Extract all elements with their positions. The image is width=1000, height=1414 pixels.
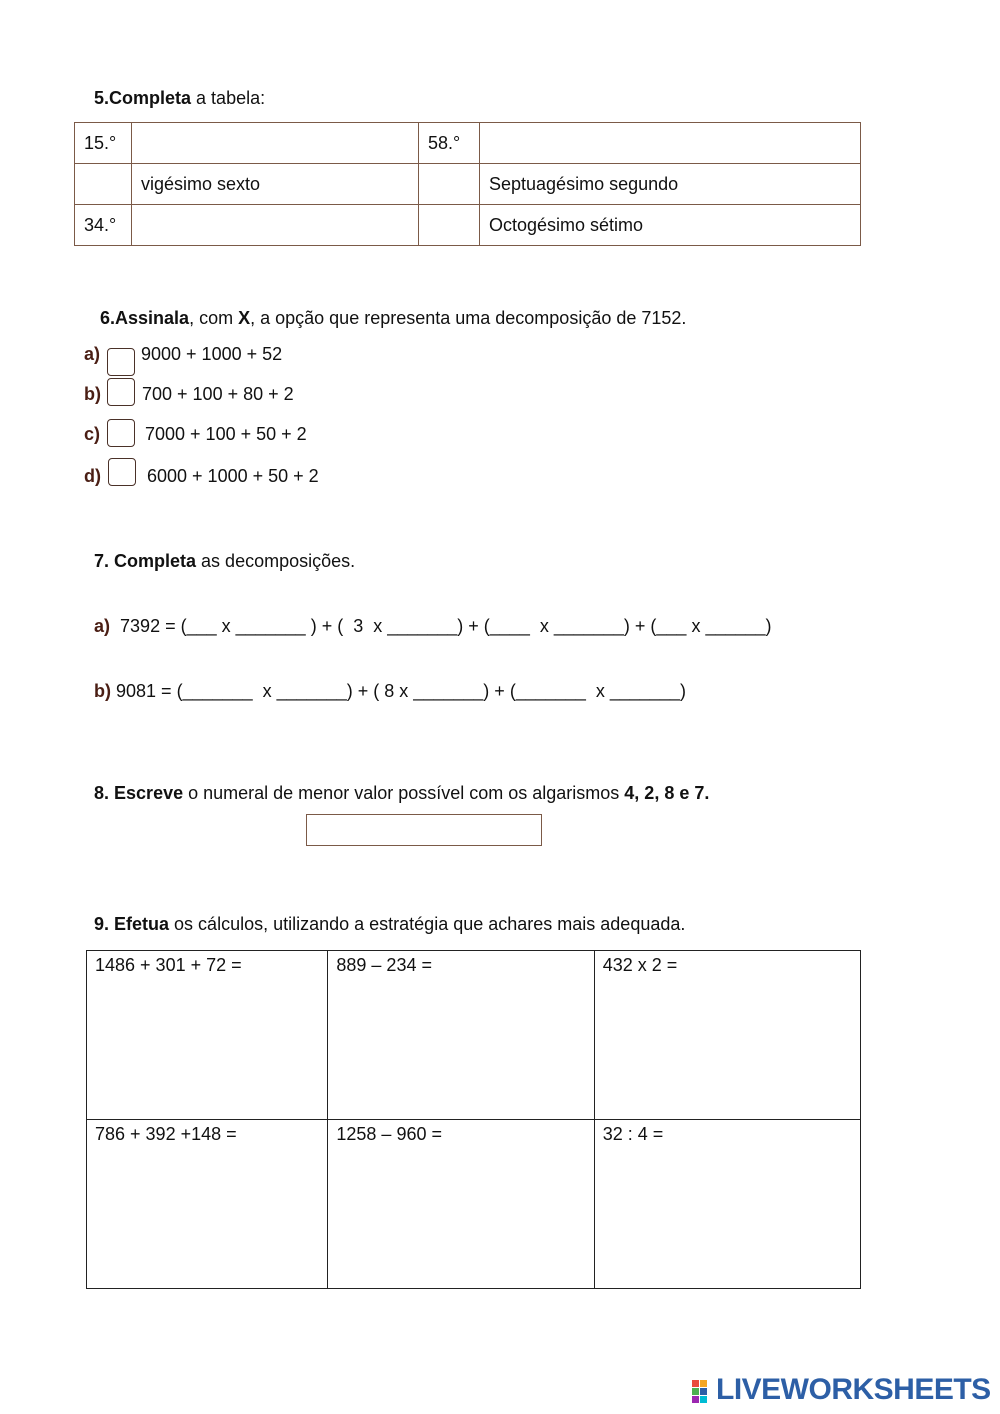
calc-expression: 32 : 4 = xyxy=(602,1124,664,1144)
table-cell-input[interactable] xyxy=(75,164,132,205)
option-c-checkbox[interactable] xyxy=(107,419,135,447)
calculation-table xyxy=(86,950,861,1289)
q7-a-letter: a) xyxy=(94,616,111,636)
q5-number: 5. xyxy=(94,88,110,108)
option-b-checkbox[interactable] xyxy=(107,378,135,406)
calc-cell[interactable] xyxy=(594,951,860,1120)
q6-instruction: , a opção que representa uma decomposição de 7152. xyxy=(250,308,687,328)
q7-verb: Completa xyxy=(114,551,197,571)
option-b-text: 700 + 100 + 80 + 2 xyxy=(142,384,294,404)
q7-a-line[interactable] xyxy=(84,590,772,638)
q5-instruction: a tabela: xyxy=(191,88,266,108)
table-cell-input[interactable] xyxy=(132,205,419,246)
option-d-letter: d) xyxy=(84,466,101,486)
option-c-letter: c) xyxy=(84,424,101,444)
q6-number: 6. xyxy=(100,308,116,328)
calc-expression: 889 – 234 = xyxy=(336,955,432,975)
q8-digits: 4, 2, 8 e 7. xyxy=(624,783,710,803)
q9-verb: Efetua xyxy=(114,914,170,934)
logo-text: LIVEWORKSHEETS xyxy=(716,1373,991,1406)
q7-b-letter: b) xyxy=(94,681,112,701)
option-a-letter: a) xyxy=(84,344,101,364)
calc-expression: 1486 + 301 + 72 = xyxy=(95,955,242,975)
table-cell: vigésimo sexto xyxy=(132,164,419,205)
q8-verb: Escreve xyxy=(114,783,184,803)
calc-cell[interactable] xyxy=(594,1120,860,1289)
table-row xyxy=(75,164,861,205)
logo-grid-icon xyxy=(692,1380,714,1402)
q9-number: 9. xyxy=(94,914,115,934)
calc-expression: 786 + 392 +148 = xyxy=(95,1124,237,1144)
ordinal-table xyxy=(74,122,861,246)
q6-x-mark: X xyxy=(238,308,251,328)
q6-text-1: , com xyxy=(189,308,239,328)
q8-instruction: o numeral de menor valor possível com os algarismos xyxy=(183,783,625,803)
calc-cell[interactable] xyxy=(87,1120,328,1289)
calc-expression: 1258 – 960 = xyxy=(336,1124,442,1144)
q5-heading xyxy=(84,62,265,110)
table-row xyxy=(75,205,861,246)
q7-heading xyxy=(84,525,355,573)
q9-instruction: os cálculos, utilizando a estratégia que achares mais adequada. xyxy=(169,914,686,934)
calc-cell[interactable] xyxy=(328,951,594,1120)
q7-b-text: 9081 = (_______ x _______) + ( 8 x _______) + (_______ x _______) xyxy=(111,681,686,701)
option-d-text: 6000 + 1000 + 50 + 2 xyxy=(147,466,319,486)
table-row xyxy=(87,1120,861,1289)
option-a-checkbox[interactable] xyxy=(107,348,135,376)
table-row xyxy=(75,123,861,164)
q7-number: 7. xyxy=(94,551,115,571)
table-cell: 58.° xyxy=(419,123,480,164)
q9-heading xyxy=(84,888,685,936)
calc-expression: 432 x 2 = xyxy=(602,955,678,975)
table-row xyxy=(87,951,861,1120)
q7-a-text: 7392 = (___ x _______ ) + ( 3 x _______) + (____ x _______) + (___ x ______) xyxy=(110,616,772,636)
table-cell-input[interactable] xyxy=(419,205,480,246)
option-a-text: 9000 + 1000 + 52 xyxy=(141,344,283,364)
q5-verb: Completa xyxy=(109,88,192,108)
table-cell-input[interactable] xyxy=(480,123,861,164)
q6-heading xyxy=(90,282,686,330)
q7-b-line[interactable] xyxy=(84,655,686,703)
option-d-checkbox[interactable] xyxy=(108,458,136,486)
q8-answer-box[interactable] xyxy=(306,814,542,846)
table-cell: Septuagésimo segundo xyxy=(480,164,861,205)
table-cell: 34.° xyxy=(75,205,132,246)
option-b-letter: b) xyxy=(84,384,101,404)
table-cell-input[interactable] xyxy=(419,164,480,205)
table-cell: 15.° xyxy=(75,123,132,164)
calc-cell[interactable] xyxy=(328,1120,594,1289)
option-c-text: 7000 + 100 + 50 + 2 xyxy=(145,424,307,444)
q7-instruction: as decomposições. xyxy=(196,551,356,571)
calc-cell[interactable] xyxy=(87,951,328,1120)
q6-verb: Assinala xyxy=(115,308,190,328)
table-cell-input[interactable] xyxy=(132,123,419,164)
q8-number: 8. xyxy=(94,783,115,803)
q8-heading xyxy=(84,757,709,805)
table-cell: Octogésimo sétimo xyxy=(480,205,861,246)
